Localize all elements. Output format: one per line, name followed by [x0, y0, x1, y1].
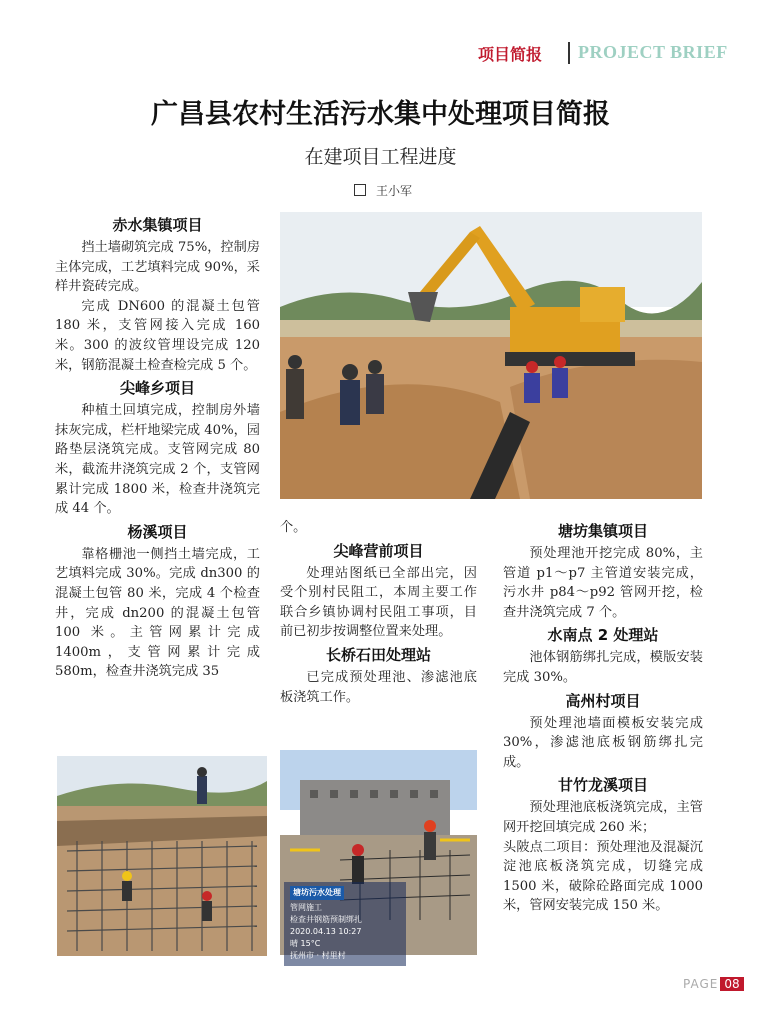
continued-text: 个。	[280, 520, 307, 535]
paragraph: 种植土回填完成，控制房外墙抹灰完成，栏杆地梁完成 40%，园路垫层浇筑完成。支管网完成 80 米，截流井浇筑完成 2 个，支管网累计完成 1800 米，检查井浇筑完成 44 个。	[55, 403, 260, 517]
author-line	[354, 182, 412, 199]
photo-watermark-stamp	[284, 882, 406, 966]
paragraph: 完成 DN600 的混凝土包管 180 米，支管网接入完成 160 米。300 的波纹管埋设完成 120 米，钢筋混凝土检查检完成 5 个。	[55, 298, 260, 373]
photo-rebar-site	[57, 756, 267, 956]
paragraph: 预处理池开挖完成 80%，主管道 p1～p7 主管道安装完成，污水井 p84～p92 管网开挖，检查井浇筑完成 7 个。	[503, 546, 703, 620]
page-label: PAGE	[683, 977, 719, 991]
paragraph: 靠格栅池一侧挡土墙完成，工艺填料完成 30%。完成 dn300 的混凝土包管 80 米，完成 4 个检查井，完成 dn200 的混凝土包管 100 米。主管网累计完成 1400m，支管网累计完成 580m，检查井浇筑完成 35	[55, 546, 260, 680]
section-heading: 甘竹龙溪项目	[557, 776, 648, 795]
section-heading: 塘坊集镇项目	[557, 522, 648, 540]
stamp-line: 抚州市 · 村里村	[290, 951, 346, 960]
paragraph: 已完成预处理池、渗滤池底板浇筑工作。	[280, 669, 477, 705]
photo-excavator	[280, 212, 702, 499]
page-title: 广昌县农村生活污水集中处理项目简报	[151, 99, 610, 130]
section-heading: 长桥石田处理站	[325, 645, 431, 664]
page-subtitle: 在建项目工程进度	[304, 146, 457, 168]
stamp-line: 管网施工	[290, 903, 322, 912]
stamp-line: 2020.04.13 10:27	[290, 927, 362, 936]
author-box-icon	[354, 184, 366, 196]
photo-village-site	[280, 750, 477, 960]
section-heading: 高州村项目	[565, 691, 641, 710]
section-heading: 水南点 2 处理站	[547, 626, 659, 645]
paragraph: 预处理池底板浇筑完成，主管网开挖回填完成 260 米；	[503, 800, 703, 835]
section-label-en: PROJECT BRIEF	[578, 42, 728, 62]
column-2	[280, 518, 477, 707]
paragraph: 挡土墙砌筑完成 75%，控制房主体完成，工艺填料完成 90%，采样井瓷砖完成。	[55, 240, 260, 295]
section-heading: 尖峰营前项目	[333, 541, 424, 560]
stamp-line: 检查井钢筋预制绑扎	[290, 915, 362, 924]
section-heading: 尖峰乡项目	[119, 379, 195, 398]
page-number	[683, 977, 744, 991]
stamp-title: 塘坊污水处理	[290, 886, 344, 900]
section-label-cn: 项目简报	[478, 45, 543, 64]
paragraph: 池体钢筋绑扎完成，模版安装完成 30%。	[503, 650, 703, 685]
page-number-value: 08	[720, 977, 743, 991]
excavator-photo-graphic	[280, 212, 702, 499]
section-heading: 赤水集镇项目	[112, 216, 203, 234]
section-heading: 杨溪项目	[127, 522, 188, 541]
rebar-photo-graphic	[57, 756, 267, 956]
stamp-line: 晴 15°C	[290, 939, 321, 948]
paragraph: 头陂点二项目：预处理池及混凝沉淀池底板浇筑完成，切缝完成 1500 米，破除砼路面完成 1000 米，管网安装完成 150 米。	[503, 839, 703, 914]
paragraph: 处理站图纸已全部出完，因受个别村民阻工，本周主要工作联合乡镇协调村民阻工事项，目前已初步按调整位置来处理。	[280, 565, 477, 640]
paragraph: 预处理池墙面模板安装完成 30%，渗滤池底板钢筋绑扎完成。	[503, 715, 703, 770]
column-3	[503, 518, 703, 916]
header-divider	[568, 42, 570, 64]
column-1	[55, 212, 260, 682]
author-name: 王小军	[376, 184, 413, 198]
